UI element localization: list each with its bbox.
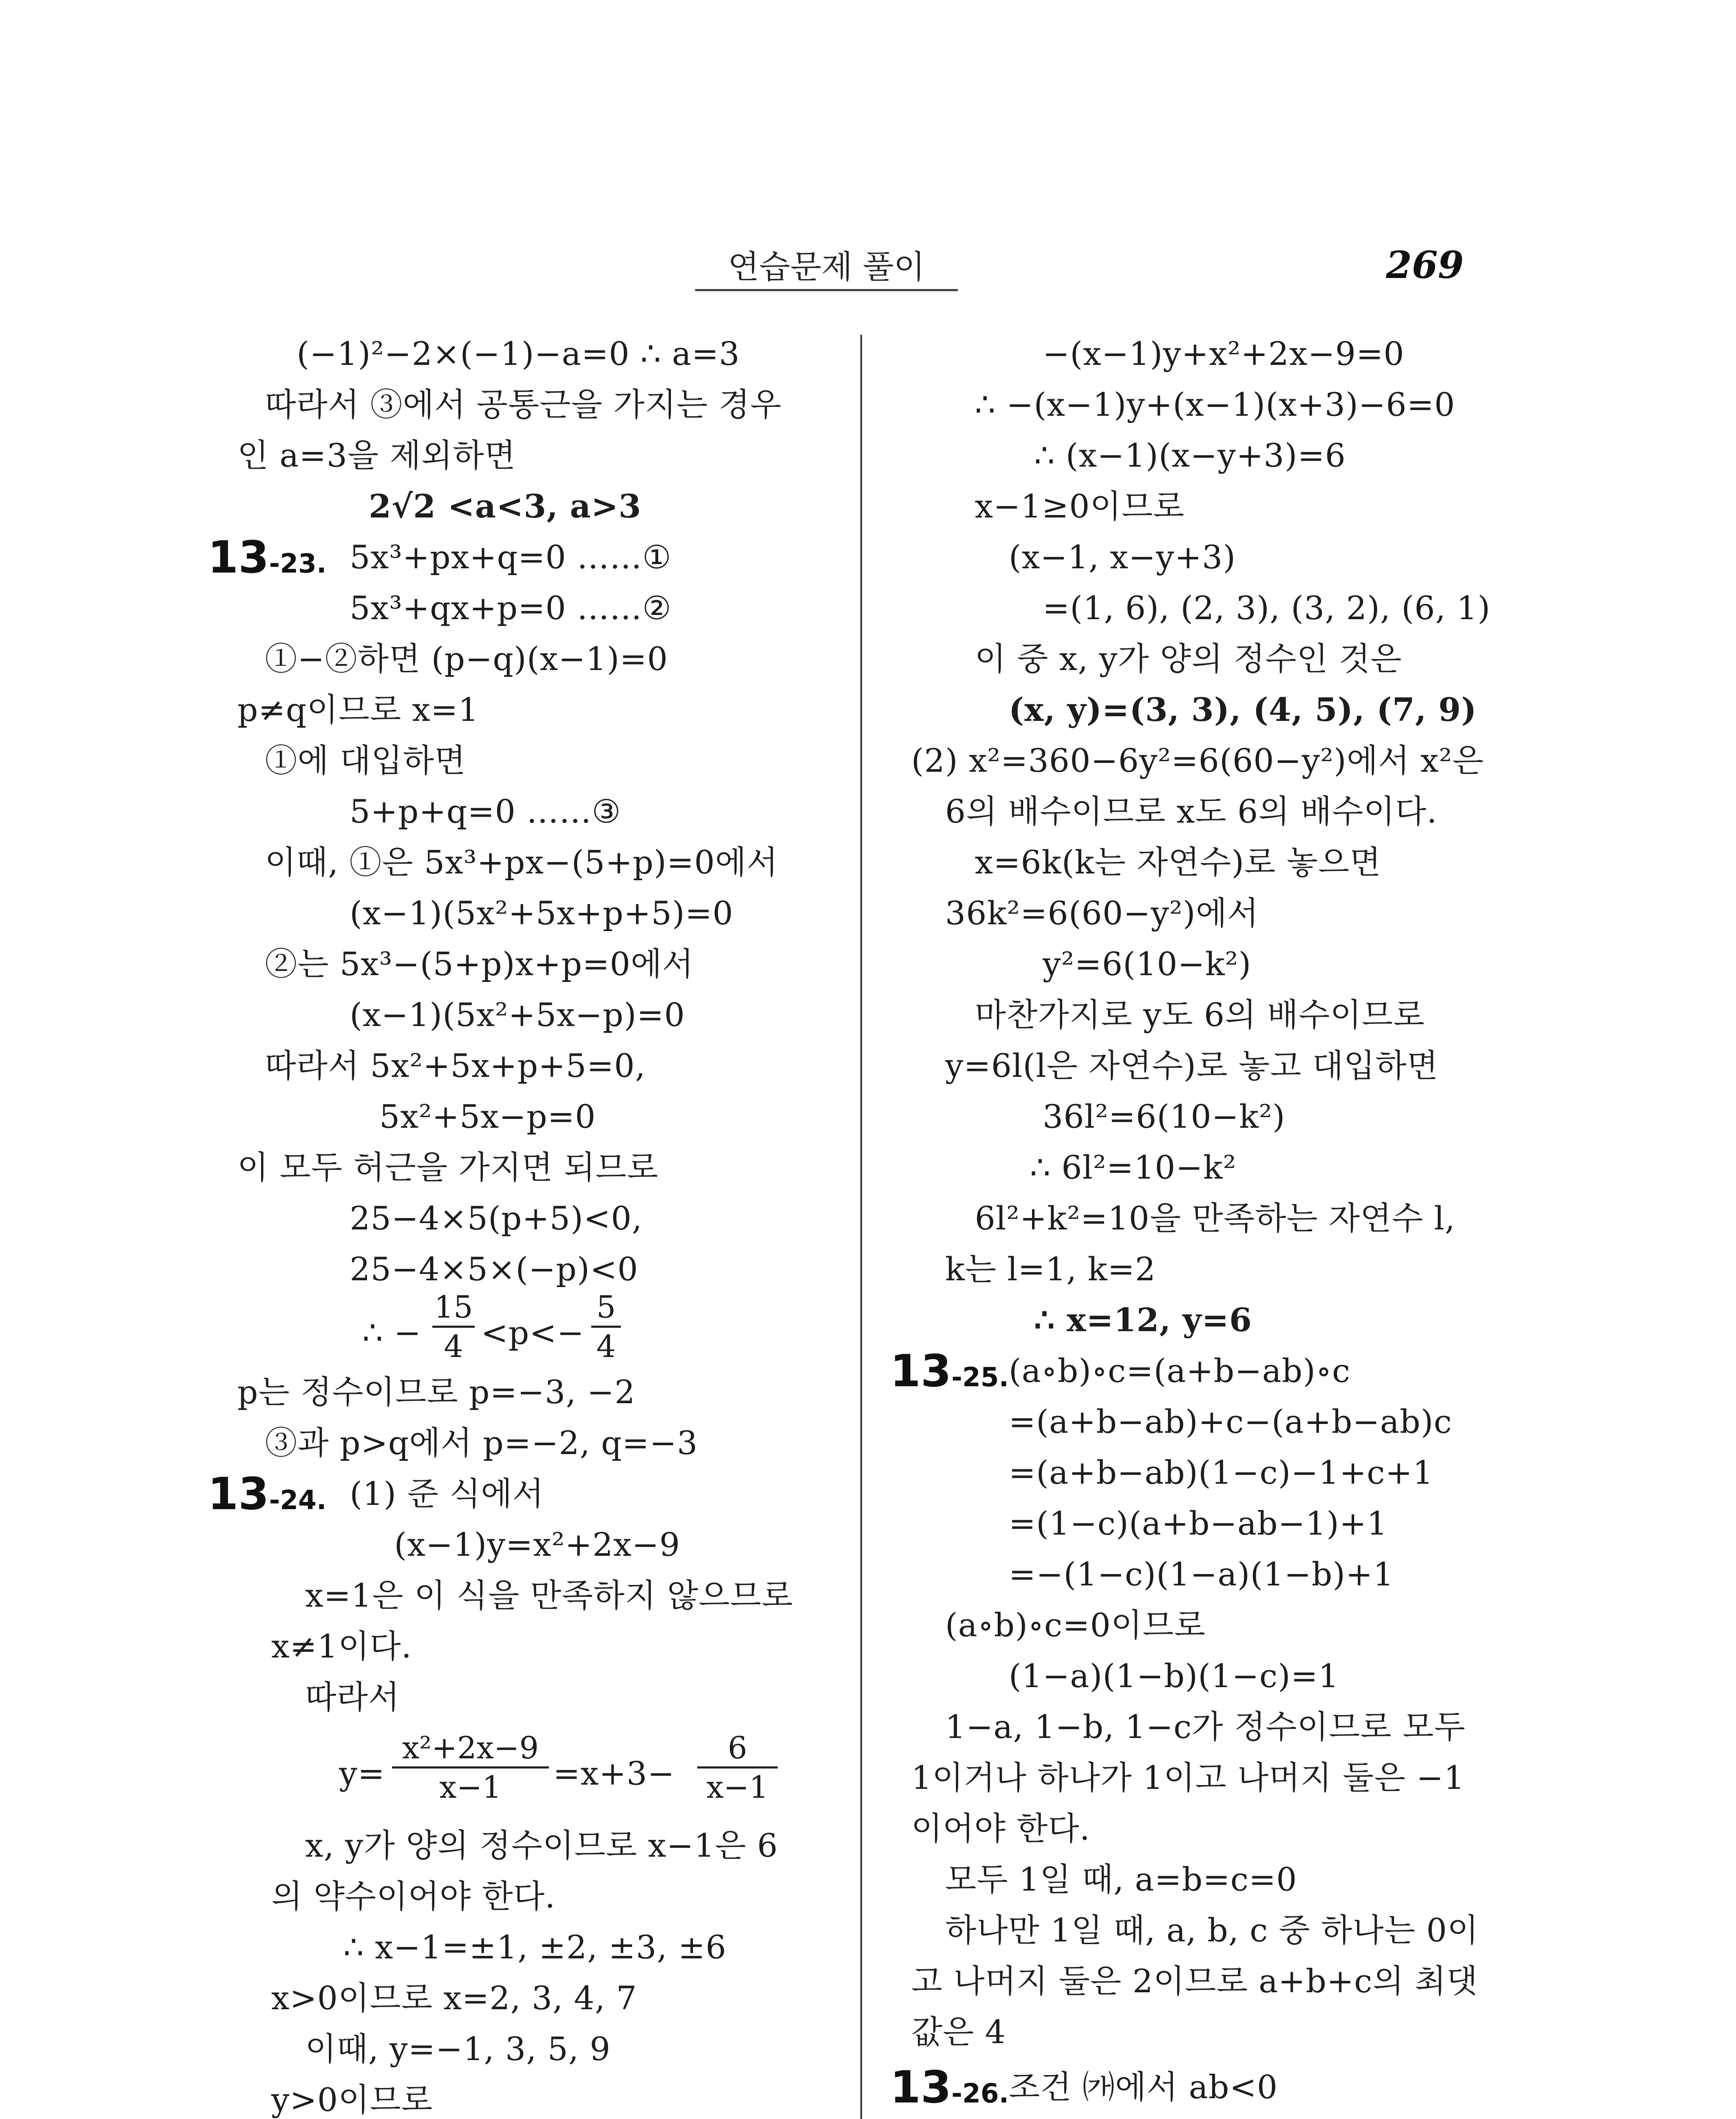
solution-line: (1) 준 식에서	[350, 1475, 544, 1513]
answer-line: ∴ x=12, y=6	[1034, 1301, 1252, 1339]
solution-line: 36k²=6(60−y²)에서	[945, 894, 1259, 932]
problem-chapter: 13	[208, 1468, 269, 1520]
fraction-5-over-4	[591, 1288, 621, 1365]
solution-line: ∴ −(x−1)y+(x−1)(x+3)−6=0	[975, 386, 1455, 423]
fraction-denominator: x−1	[706, 1769, 769, 1805]
solution-line: (2) x²=360−6y²=6(60−y²)에서 x²은	[911, 742, 1484, 779]
solution-line: (−1)²−2×(−1)−a=0 ∴ a=3	[297, 335, 740, 373]
header-underline	[695, 289, 958, 291]
solution-line: 따라서 ③에서 공통근을 가지는 경우	[265, 386, 782, 423]
solution-line: y²=6(10−k²)	[1043, 945, 1252, 983]
solution-line: <p<−	[481, 1314, 584, 1351]
problem-number-13-25	[890, 1345, 1009, 1397]
solution-line: ∴ −	[362, 1314, 422, 1351]
page-number: 269	[1386, 243, 1464, 287]
solution-line: 6l²+k²=10을 만족하는 자연수 l,	[975, 1199, 1455, 1237]
fraction-denominator: 4	[444, 1329, 463, 1364]
solution-line: 따라서 5x²+5x+p+5=0,	[265, 1047, 646, 1085]
fraction-denominator: 4	[596, 1329, 616, 1364]
solution-line: =(1−c)(a+b−ab−1)+1	[1009, 1504, 1388, 1542]
answer-line: ③과 p>q에서 p=−2, q=−3	[265, 1424, 698, 1462]
solution-line: y=6l(l은 자연수)로 놓고 대입하면	[945, 1047, 1438, 1085]
fraction-numerator: 15	[434, 1289, 473, 1325]
solution-line: k는 l=1, k=2	[945, 1250, 1156, 1288]
solution-line: 5x³+qx+p=0 ……②	[350, 589, 672, 627]
solution-line: x, y가 양의 정수이므로 x−1은 6	[305, 1827, 778, 1864]
answer-line: 값은 4	[911, 2013, 1006, 2051]
solution-line: =(1, 6), (2, 3), (3, 2), (6, 1)	[1043, 589, 1491, 627]
solution-line: 6의 배수이므로 x도 6의 배수이다.	[945, 793, 1438, 830]
solution-line: y=	[339, 1755, 385, 1792]
solution-line: x=6k(k는 자연수)로 놓으면	[975, 843, 1381, 881]
problem-chapter: 13	[890, 1345, 951, 1397]
solution-line: (x−1)y=x²+2x−9	[394, 1526, 681, 1563]
solution-line: 25−4×5(p+5)<0,	[350, 1199, 643, 1237]
section-header-title: 연습문제 풀이	[728, 248, 925, 286]
solution-line: (x−1, x−y+3)	[1009, 538, 1236, 576]
solution-line: y>0이므로	[271, 2081, 433, 2119]
solution-line: =(a+b−ab)+c−(a+b−ab)c	[1009, 1403, 1452, 1440]
solution-line: =(a+b−ab)(1−c)−1+c+1	[1009, 1454, 1434, 1491]
problem-chapter: 13	[208, 531, 269, 583]
solution-line: ∴ 6l²=10−k²	[1030, 1148, 1237, 1186]
solution-line: 이 중 x, y가 양의 정수인 것은	[975, 640, 1402, 678]
solution-line: 5x³+px+q=0 ……①	[350, 538, 672, 576]
solution-line: 이어야 한다.	[911, 1810, 1091, 1847]
solution-line: x≠1이다.	[271, 1627, 412, 1665]
solution-line: ②는 5x³−(5+p)x+p=0에서	[265, 945, 694, 983]
solution-line: x>0이므로 x=2, 3, 4, 7	[271, 1979, 637, 2017]
solution-line: 1−a, 1−b, 1−c가 정수이므로 모두	[945, 1708, 1466, 1746]
solution-line: p≠q이므로 x=1	[237, 691, 479, 729]
solution-line: 조건 ㈎에서 ab<0	[1009, 2068, 1278, 2106]
solution-line: 36l²=6(10−k²)	[1043, 1098, 1285, 1135]
problem-number-13-23	[208, 531, 327, 583]
solution-line: =x+3−	[553, 1755, 675, 1792]
solution-line	[945, 2115, 1115, 2119]
fraction-6-over-linear	[697, 1729, 778, 1806]
fraction-numerator: 6	[728, 1730, 747, 1766]
solution-line: =−(1−c)(1−a)(1−b)+1	[1009, 1555, 1394, 1593]
column-divider	[860, 335, 862, 2119]
problem-index: -25.	[951, 1362, 1009, 1393]
solution-line: 따라서	[305, 1678, 400, 1716]
solution-line: ∴ (x−1)(x−y+3)=6	[1034, 437, 1346, 474]
solution-line: (x−1)(5x²+5x+p+5)=0	[350, 894, 734, 932]
answer-line: (x, y)=(3, 3), (4, 5), (7, 9)	[1009, 691, 1477, 729]
solution-line: ∴ x−1=±1, ±2, ±3, ±6	[343, 1928, 727, 1966]
solution-line: 25−4×5×(−p)<0	[350, 1250, 639, 1288]
solution-line: ①에 대입하면	[265, 742, 466, 779]
solution-line: 1이거나 하나가 1이고 나머지 둘은 −1	[911, 1759, 1465, 1796]
answer-line: 2√2 <a<3, a>3	[369, 487, 642, 525]
solution-line: (x−1)(5x²+5x−p)=0	[350, 996, 685, 1034]
fraction-15-over-4	[432, 1288, 475, 1365]
problem-chapter: 13	[890, 2061, 951, 2113]
solution-line: 고 나머지 둘은 2이므로 a+b+c의 최댓	[911, 1962, 1478, 2000]
solution-line: ①−②하면 (p−q)(x−1)=0	[265, 640, 668, 678]
solution-line: 이때, y=−1, 3, 5, 9	[305, 2030, 611, 2068]
solution-line: p는 정수이므로 p=−3, −2	[237, 1373, 636, 1411]
solution-line: (a∘b)∘c=0이므로	[945, 1606, 1206, 1644]
solution-line: 인 a=3을 제외하면	[237, 437, 516, 474]
problem-index: -26.	[951, 2078, 1009, 2109]
solution-line: 마찬가지로 y도 6의 배수이므로	[975, 996, 1425, 1034]
solution-line: 모두 1일 때, a=b=c=0	[945, 1860, 1297, 1898]
fraction-numerator: x²+2x−9	[402, 1730, 539, 1766]
fraction-quadratic-over-linear	[392, 1729, 549, 1806]
solution-line: 의 약수이어야 한다.	[271, 1877, 556, 1915]
problem-index: -24.	[269, 1485, 327, 1516]
solution-line: (1−a)(1−b)(1−c)=1	[1009, 1657, 1339, 1695]
problem-number-13-26	[890, 2061, 1009, 2113]
solution-line: 하나만 1일 때, a, b, c 중 하나는 0이	[945, 1911, 1479, 1949]
solution-line: 이 모두 허근을 가지면 되므로	[237, 1148, 659, 1186]
fraction-denominator: x−1	[439, 1769, 502, 1805]
problem-index: -23.	[269, 548, 327, 579]
problem-number-13-24	[208, 1468, 327, 1520]
solution-line: −(x−1)y+x²+2x−9=0	[1043, 335, 1405, 373]
solution-line: x=1은 이 식을 만족하지 않으므로	[305, 1577, 793, 1614]
solution-line: (a∘b)∘c=(a+b−ab)∘c	[1009, 1352, 1351, 1390]
solution-line: 이때, ①은 5x³+px−(5+p)=0에서	[265, 843, 779, 881]
solution-line: x−1≥0이므로	[975, 487, 1185, 525]
solution-line: 5x²+5x−p=0	[379, 1098, 596, 1135]
solution-line: 5+p+q=0 ……③	[350, 793, 621, 830]
fraction-numerator: 5	[596, 1289, 616, 1325]
